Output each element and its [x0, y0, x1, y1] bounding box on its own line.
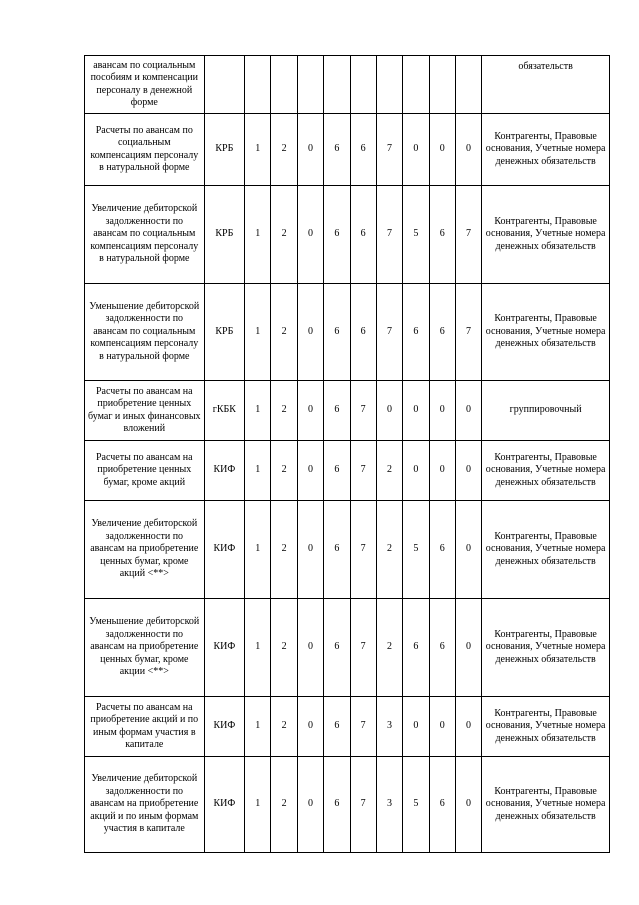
digit-cell: 3 — [376, 697, 402, 757]
digit-cell: 7 — [455, 284, 481, 381]
digit-cell: 6 — [429, 284, 455, 381]
digit-cell: 7 — [376, 114, 402, 186]
digit-cell — [429, 56, 455, 114]
account-name-cell: Расчеты по авансам на приобретение ценных бумаг, кроме акций — [85, 441, 205, 501]
analytics-cell: Контрагенты, Правовые основания, Учетные номера денежных обязательств — [482, 501, 610, 599]
digit-cell — [376, 56, 402, 114]
digit-cell: 6 — [403, 284, 429, 381]
code-cell: КИФ — [204, 501, 245, 599]
digit-cell: 7 — [376, 186, 402, 284]
digit-cell — [271, 56, 297, 114]
analytics-cell: обязательств — [482, 56, 610, 114]
digit-cell: 0 — [429, 381, 455, 441]
code-cell: КРБ — [204, 186, 245, 284]
digit-cell: 7 — [350, 697, 376, 757]
digit-cell: 6 — [429, 186, 455, 284]
digit-cell: 2 — [271, 757, 297, 853]
digit-cell: 0 — [455, 441, 481, 501]
digit-cell: 0 — [297, 501, 323, 599]
digit-cell: 1 — [245, 381, 271, 441]
digit-cell: 6 — [324, 501, 350, 599]
digit-cell: 0 — [297, 697, 323, 757]
code-cell — [204, 56, 245, 114]
digit-cell: 6 — [324, 697, 350, 757]
digit-cell: 6 — [429, 501, 455, 599]
digit-cell: 5 — [403, 501, 429, 599]
table-body — [85, 56, 610, 853]
account-name-cell: Расчеты по авансам на приобретение ценных бумаг и иных финансовых вложений — [85, 381, 205, 441]
digit-cell: 2 — [271, 441, 297, 501]
table-row — [85, 56, 610, 114]
digit-cell: 0 — [297, 441, 323, 501]
digit-cell: 0 — [429, 441, 455, 501]
digit-cell: 1 — [245, 186, 271, 284]
digit-cell: 0 — [455, 697, 481, 757]
analytics-cell: Контрагенты, Правовые основания, Учетные номера денежных обязательств — [482, 284, 610, 381]
analytics-cell: группировочный — [482, 381, 610, 441]
digit-cell: 1 — [245, 501, 271, 599]
digit-cell: 0 — [297, 599, 323, 697]
digit-cell: 2 — [271, 186, 297, 284]
digit-cell: 2 — [271, 599, 297, 697]
code-cell: КИФ — [204, 599, 245, 697]
digit-cell: 6 — [324, 599, 350, 697]
table-row — [85, 441, 610, 501]
account-name-cell: Увеличение дебиторской задолженности по авансам по социальным компенсациям персоналу в натуральной форме — [85, 186, 205, 284]
table-row — [85, 501, 610, 599]
digit-cell: 3 — [376, 757, 402, 853]
account-name-cell: Уменьшение дебиторской задолженности по авансам на приобретение ценных бумаг, кроме акции <**> — [85, 599, 205, 697]
digit-cell: 0 — [376, 381, 402, 441]
digit-cell: 0 — [429, 697, 455, 757]
digit-cell: 7 — [350, 441, 376, 501]
digit-cell: 6 — [350, 186, 376, 284]
digit-cell: 7 — [350, 757, 376, 853]
digit-cell: 7 — [350, 381, 376, 441]
code-cell: КИФ — [204, 441, 245, 501]
digit-cell: 0 — [403, 697, 429, 757]
digit-cell: 1 — [245, 284, 271, 381]
digit-cell: 2 — [271, 114, 297, 186]
digit-cell: 7 — [350, 599, 376, 697]
analytics-cell: Контрагенты, Правовые основания, Учетные номера денежных обязательств — [482, 441, 610, 501]
table-row — [85, 697, 610, 757]
account-name-cell: Уменьшение дебиторской задолженности по авансам по социальным компенсациям персоналу в натуральной форме — [85, 284, 205, 381]
analytics-cell: Контрагенты, Правовые основания, Учетные номера денежных обязательств — [482, 697, 610, 757]
digit-cell: 0 — [429, 114, 455, 186]
digit-cell: 1 — [245, 114, 271, 186]
analytics-cell: Контрагенты, Правовые основания, Учетные номера денежных обязательств — [482, 599, 610, 697]
code-cell: КИФ — [204, 697, 245, 757]
digit-cell: 5 — [403, 757, 429, 853]
digit-cell: 6 — [324, 114, 350, 186]
code-cell: КРБ — [204, 284, 245, 381]
digit-cell: 7 — [455, 186, 481, 284]
digit-cell — [350, 56, 376, 114]
digit-cell: 6 — [324, 441, 350, 501]
digit-cell: 1 — [245, 757, 271, 853]
account-name-cell: авансам по социальным пособиям и компенсации персоналу в денежной форме — [85, 56, 205, 114]
digit-cell: 6 — [324, 186, 350, 284]
digit-cell: 6 — [324, 284, 350, 381]
digit-cell: 6 — [350, 114, 376, 186]
digit-cell: 6 — [350, 284, 376, 381]
analytics-cell: Контрагенты, Правовые основания, Учетные номера денежных обязательств — [482, 757, 610, 853]
digit-cell: 1 — [245, 441, 271, 501]
digit-cell: 6 — [403, 599, 429, 697]
account-name-cell: Расчеты по авансам по социальным компенсациям персоналу в натуральной форме — [85, 114, 205, 186]
table-row — [85, 757, 610, 853]
digit-cell: 0 — [297, 284, 323, 381]
digit-cell — [455, 56, 481, 114]
digit-cell — [324, 56, 350, 114]
table-row — [85, 284, 610, 381]
digit-cell: 0 — [455, 757, 481, 853]
digit-cell: 6 — [429, 599, 455, 697]
digit-cell: 0 — [403, 114, 429, 186]
digit-cell: 2 — [271, 284, 297, 381]
digit-cell — [403, 56, 429, 114]
accounts-table — [84, 55, 610, 853]
digit-cell — [297, 56, 323, 114]
analytics-cell: Контрагенты, Правовые основания, Учетные номера денежных обязательств — [482, 114, 610, 186]
account-name-cell: Увеличение дебиторской задолженности по авансам на приобретение акций и по иным формам участия в капитале — [85, 757, 205, 853]
digit-cell: 5 — [403, 186, 429, 284]
digit-cell: 1 — [245, 697, 271, 757]
digit-cell: 0 — [455, 599, 481, 697]
digit-cell: 0 — [297, 381, 323, 441]
digit-cell: 0 — [297, 757, 323, 853]
table-row — [85, 186, 610, 284]
digit-cell: 0 — [455, 501, 481, 599]
code-cell: КРБ — [204, 114, 245, 186]
digit-cell: 0 — [297, 186, 323, 284]
analytics-cell: Контрагенты, Правовые основания, Учетные номера денежных обязательств — [482, 186, 610, 284]
digit-cell: 6 — [324, 381, 350, 441]
digit-cell: 7 — [350, 501, 376, 599]
digit-cell: 0 — [455, 381, 481, 441]
digit-cell — [245, 56, 271, 114]
account-name-cell: Расчеты по авансам на приобретение акций и по иным формам участия в капитале — [85, 697, 205, 757]
digit-cell: 2 — [376, 599, 402, 697]
digit-cell: 0 — [297, 114, 323, 186]
table-row — [85, 599, 610, 697]
account-name-cell: Увеличение дебиторской задолженности по авансам на приобретение ценных бумаг, кроме акций <**> — [85, 501, 205, 599]
digit-cell: 2 — [376, 501, 402, 599]
digit-cell: 7 — [376, 284, 402, 381]
table-row — [85, 114, 610, 186]
digit-cell: 0 — [455, 114, 481, 186]
table-row — [85, 381, 610, 441]
code-cell: гКБК — [204, 381, 245, 441]
digit-cell: 2 — [271, 697, 297, 757]
digit-cell: 1 — [245, 599, 271, 697]
digit-cell: 6 — [324, 757, 350, 853]
digit-cell: 6 — [429, 757, 455, 853]
digit-cell: 2 — [376, 441, 402, 501]
digit-cell: 2 — [271, 501, 297, 599]
digit-cell: 0 — [403, 381, 429, 441]
code-cell: КИФ — [204, 757, 245, 853]
digit-cell: 2 — [271, 381, 297, 441]
digit-cell: 0 — [403, 441, 429, 501]
